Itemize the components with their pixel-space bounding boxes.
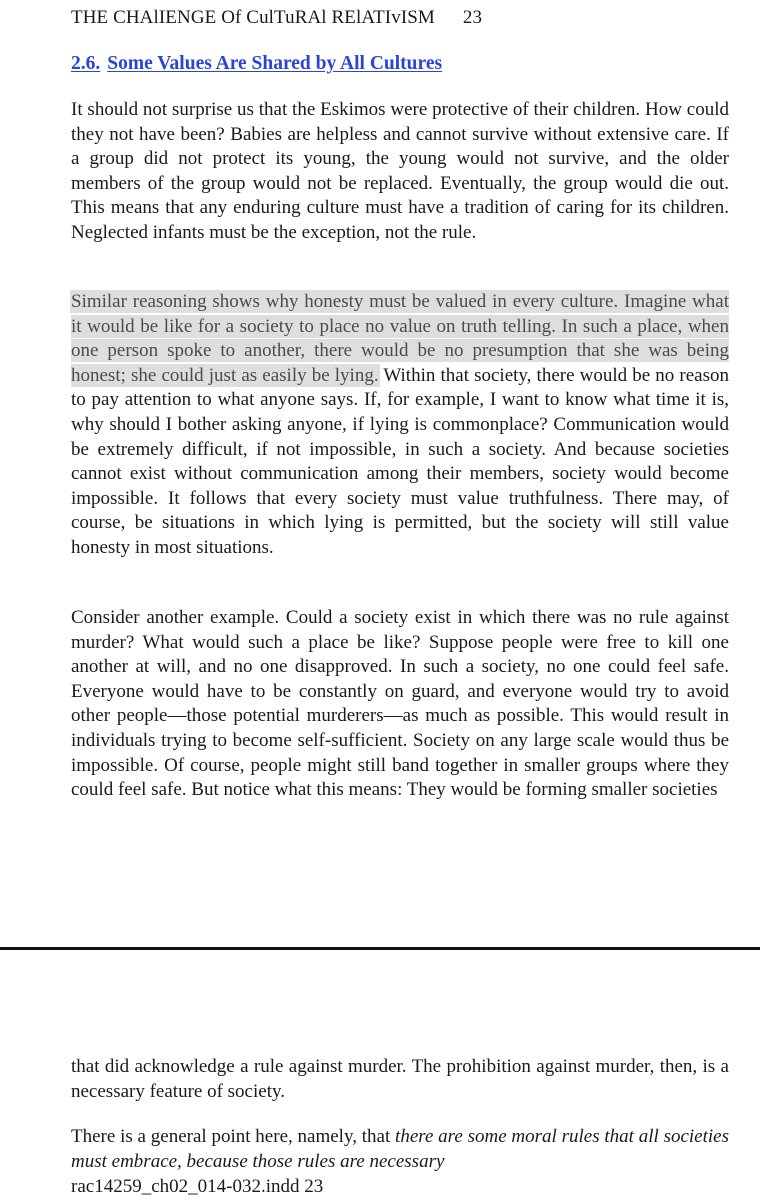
highlighted-text-selection[interactable]: Similar reasoning shows why honesty must be valued in every culture. Imagine what it would be like for a society to place no value on truth telling. In such a place, when one person spoke to another, there would be no presumption that she was being honest; she could just as easily be lying. [71, 291, 729, 386]
running-head-title: THE CHAlIENGE Of CulTuRAl RElATIvISM [71, 7, 435, 28]
footer-file-slug: rac14259_ch02_014-032.indd 23 [71, 1176, 324, 1197]
paragraph-text: It should not surprise us that the Eskimos were protective of their children. How could they not have been? Babies are helpless and cannot survive without extensive care. If a group did not protect its young, the young would not survive, and the older members of the group would not be replaced. Eventually, the group would die out. This means that any enduring culture must have a tradition of caring for its children. Neglected infants must be the exception, not the rule. [71, 99, 729, 243]
italic-emphasis: there are some moral rules that all societies must embrace, because those rules are necessary [71, 1126, 729, 1172]
page-number: 23 [462, 7, 483, 28]
section-title: Some Values Are Shared by All Cultures [107, 53, 443, 74]
paragraph-text: Consider another example. Could a society exist in which there was no rule against murder? What would such a place be like? Suppose people were free to kill one another at will, and no one disapproved. In such a society, no one could feel safe. Everyone would have to be constantly on guard, and everyone would try to avoid other people—those potential murderers—as much as possible. This would result in individuals trying to become self-sufficient. Society on any large scale would thus be impossible. Of course, people might still band together in smaller groups where they could feel safe. But notice what this means: They would be forming smaller societies [71, 607, 729, 801]
paragraph-murder-continued [71, 1055, 729, 1104]
paragraph-honesty [71, 290, 729, 561]
running-head [71, 6, 482, 30]
page-break-divider [0, 947, 760, 950]
paragraph-eskimo-children [71, 98, 729, 246]
paragraph-text: that did acknowledge a rule against murder. The prohibition against murder, then, is a necessary feature of society. [71, 1056, 729, 1102]
paragraph-text: Within that society, there would be no reason to pay attention to what anyone says. If, for example, I want to know what time it is, why should I bother asking anyone, if lying is commonplace? Communication would be extremely difficult, if not impossible, in such a society. And because societies cannot exist without communication among their members, society would become impossible. It follows that every society must value truthfulness. There may, of course, be situations in which lying is permitted, but the society will still value honesty in most situations. [71, 364, 729, 558]
paragraph-general-point [71, 1125, 729, 1174]
paragraph-murder [71, 606, 729, 803]
section-number: 2.6. [71, 53, 101, 74]
section-heading-link[interactable] [71, 51, 442, 77]
paragraph-text: There is a general point here, namely, that [71, 1126, 396, 1147]
